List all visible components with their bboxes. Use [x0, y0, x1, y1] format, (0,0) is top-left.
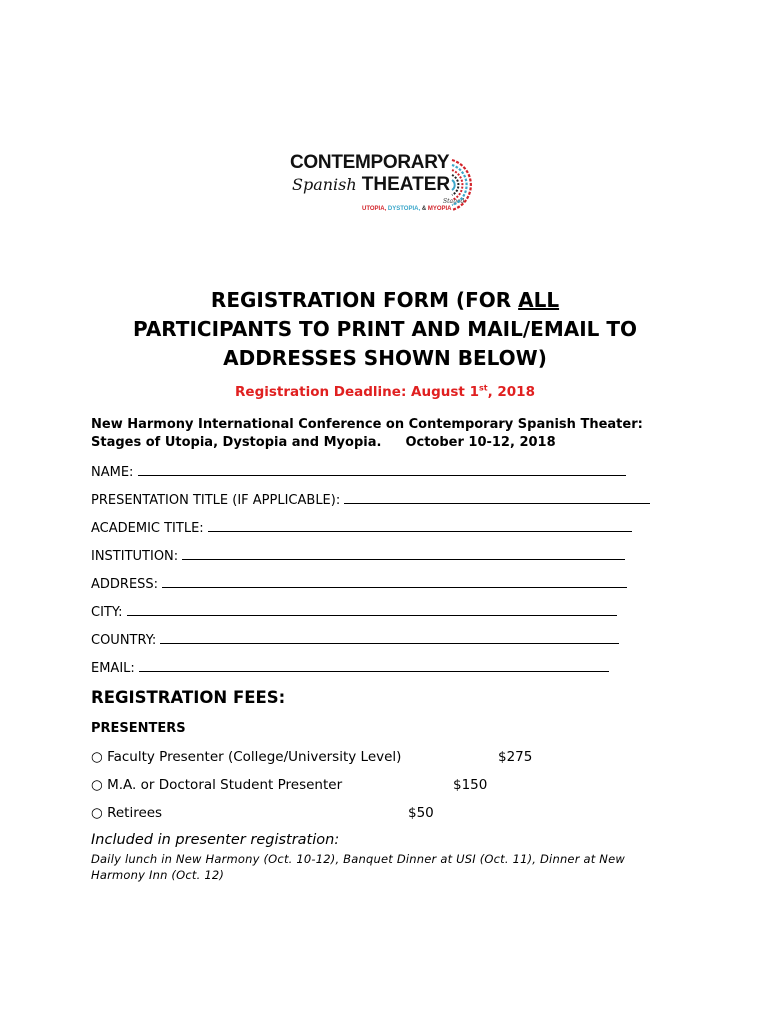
- tag-dystopia: DYSTOPIA,: [387, 206, 421, 212]
- registration-fees-heading: REGISTRATION FEES:: [91, 688, 286, 707]
- presentation-title-field[interactable]: [91, 491, 650, 508]
- city-blank[interactable]: [127, 603, 617, 616]
- country-field[interactable]: [91, 631, 619, 648]
- field-label: EMAIL:: [91, 661, 139, 676]
- address-blank[interactable]: [162, 575, 627, 588]
- email-field[interactable]: [91, 659, 609, 676]
- tag-ampersand: &: [421, 206, 427, 212]
- field-label: ACADEMIC TITLE:: [91, 521, 208, 536]
- tag-utopia: UTOPIA,: [362, 206, 387, 212]
- title-line1-text: REGISTRATION FORM (FOR: [210, 288, 519, 312]
- logo-staged-text: Staged: [443, 198, 465, 205]
- deadline-sup: st: [478, 383, 488, 393]
- title-line3: ADDRESSES SHOWN BELOW): [223, 346, 547, 370]
- institution-field[interactable]: [91, 547, 625, 564]
- conference-info: [91, 416, 711, 452]
- name-blank[interactable]: [138, 463, 626, 476]
- academic-title-blank[interactable]: [208, 519, 632, 532]
- title-all-underlined: ALL: [518, 288, 560, 312]
- logo-tagline: [362, 206, 452, 212]
- field-label: COUNTRY:: [91, 633, 161, 648]
- field-label: INSTITUTION:: [91, 549, 183, 564]
- field-label: ADDRESS:: [91, 577, 163, 592]
- faculty-presenter-option[interactable]: ○ Faculty Presenter (College/University Level): [91, 749, 402, 765]
- included-detail: Daily lunch in New Harmony (Oct. 10-12), Banquet Dinner at USI (Oct. 11), Dinner at New Harmony Inn (Oct. 12): [91, 852, 625, 882]
- faculty-presenter-price: $275: [498, 749, 533, 765]
- field-label: PRESENTATION TITLE (IF APPLICABLE):: [91, 493, 345, 508]
- presentation-title-blank[interactable]: [344, 491, 650, 504]
- tag-myopia: MYOPIA: [427, 206, 452, 212]
- form-title: [60, 286, 710, 373]
- student-presenter-price: $150: [453, 777, 488, 793]
- deadline-year: , 2018: [487, 384, 535, 400]
- retirees-option[interactable]: ○ Retirees: [91, 805, 163, 821]
- included-heading: Included in presenter registration:: [91, 832, 340, 848]
- field-label: NAME:: [91, 465, 138, 480]
- retirees-price: $50: [408, 805, 434, 821]
- email-blank[interactable]: [139, 659, 609, 672]
- conference-logo: [290, 152, 490, 222]
- student-presenter-option[interactable]: ○ M.A. or Doctoral Student Presenter: [91, 777, 343, 793]
- conference-stages-line: [91, 434, 711, 452]
- institution-blank[interactable]: [182, 547, 625, 560]
- name-field[interactable]: [91, 463, 626, 480]
- logo-spanish-text: Spanish: [292, 175, 357, 194]
- field-label: CITY:: [91, 605, 127, 620]
- country-blank[interactable]: [160, 631, 619, 644]
- city-field[interactable]: [91, 603, 617, 620]
- conference-dates: October 10-12, 2018: [405, 435, 556, 450]
- title-line2: PARTICIPANTS TO PRINT AND MAIL/EMAIL TO: [133, 317, 637, 341]
- academic-title-field[interactable]: [91, 519, 632, 536]
- logo-line2: [292, 174, 450, 196]
- theater-arcs-icon: [450, 156, 486, 214]
- presenters-heading: PRESENTERS: [91, 721, 186, 736]
- conference-stages: Stages of Utopia, Dystopia and Myopia.: [91, 435, 382, 450]
- registration-deadline: [0, 384, 770, 400]
- conference-name: New Harmony International Conference on Contemporary Spanish Theater:: [91, 417, 643, 432]
- title-line1: [60, 286, 710, 315]
- logo-contemporary-text: CONTEMPORARY: [290, 152, 450, 173]
- logo-theater-text: THEATER: [361, 174, 451, 195]
- deadline-text: Registration Deadline: August 1: [235, 384, 479, 400]
- address-field[interactable]: [91, 575, 627, 592]
